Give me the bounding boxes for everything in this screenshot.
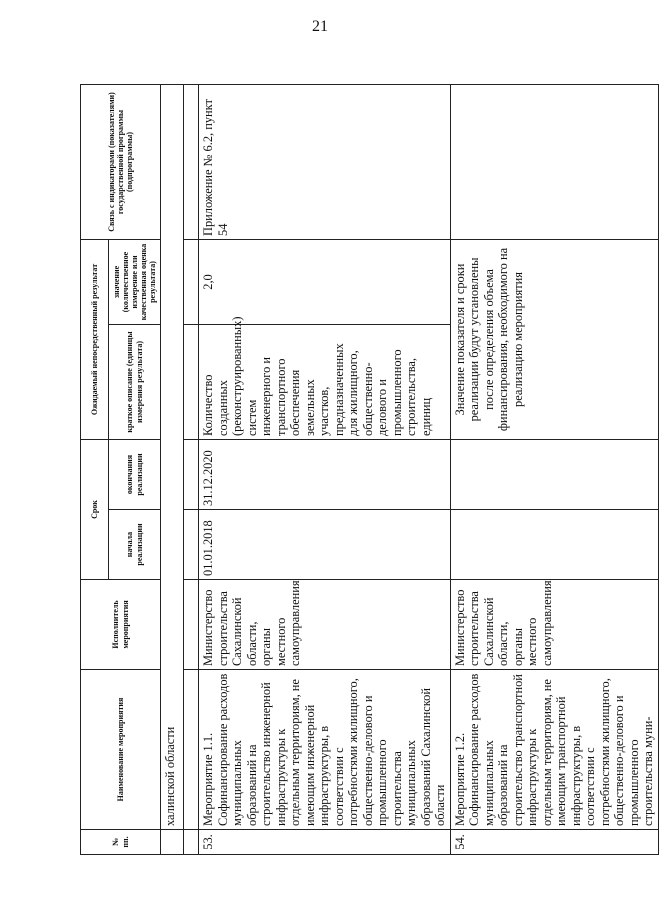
row-activity-name: Мероприятие 1.2. Софинансирование расходов муниципальных образований на строительство транспортной инфраструктуры к отдельным территориям, не имеющим транспортной инфраструктуры, в соответствии с потребностями жилищного, общественно-делового и промышленного строительства муни- <box>450 670 658 830</box>
program-activities-table <box>80 84 659 855</box>
table-row <box>450 85 658 855</box>
row-indicator-link: Приложение № 6.2, пункт 54 <box>199 85 451 240</box>
section-tail-num <box>161 830 184 855</box>
row-end-date: 31.12.2020 <box>199 440 451 510</box>
row-result-description: Значение показателя и сроки реализации будут установлены после определения объема финансирования, необходимого на реализацию мероприятия <box>450 240 658 440</box>
row-start-date: 01.01.2018 <box>199 510 451 580</box>
page-number: 21 <box>312 18 328 35</box>
header-link: Связь с индикаторами (показателями) государственной программы (подпрограммы) <box>81 85 161 240</box>
header-num: № пп. <box>81 830 161 855</box>
row-result-value: 2,0 <box>199 240 451 325</box>
header-term: Срок <box>81 440 109 580</box>
header-term-start: начала реализации <box>109 510 161 580</box>
row-executor: Министерство строительства Сахалинской области, органы местного самоуправления <box>199 580 451 670</box>
table-row <box>199 85 451 855</box>
spacer-row <box>184 85 199 855</box>
header-executor: Исполнитель мероприятия <box>81 580 161 670</box>
row-indicator-link <box>450 85 658 240</box>
row-activity-name: Мероприятие 1.1. Софинансирование расходов муниципальных образований на строительство инженерной инфраструктуры к отдельным территориям, не имеющим инженерной инфраструктуры, в соответствии с потребностями жилищного, общественно-делового и промышленного строительства муниципальных образований Сахалинской области <box>199 670 451 830</box>
header-row-1 <box>81 85 109 855</box>
section-tail-text: халинской области <box>161 85 184 830</box>
header-term-end: окончания реализации <box>109 440 161 510</box>
row-num: 54. <box>450 830 658 855</box>
header-result: Ожидаемый непосредственный результат <box>81 240 109 440</box>
row-result-description: Количество созданных (реконструированных) систем инженерного и транспортного обеспечения земельных участков, предназначенных для жилищного, общественно-делового и промышленного строительства, единиц <box>199 325 451 440</box>
row-num: 53. <box>199 830 451 855</box>
rotated-table-area <box>80 85 655 855</box>
header-result-value: значение (количественное измерение или качественная оценка результата) <box>109 240 161 325</box>
row-end-date <box>450 440 658 510</box>
row-start-date <box>450 510 658 580</box>
row-executor: Министерство строительства Сахалинской области, органы местного самоуправления <box>450 580 658 670</box>
header-name: Наименование мероприятия <box>81 670 161 830</box>
section-tail-row <box>161 85 184 855</box>
header-result-desc: краткое описание (единицы измерения результата) <box>109 325 161 440</box>
